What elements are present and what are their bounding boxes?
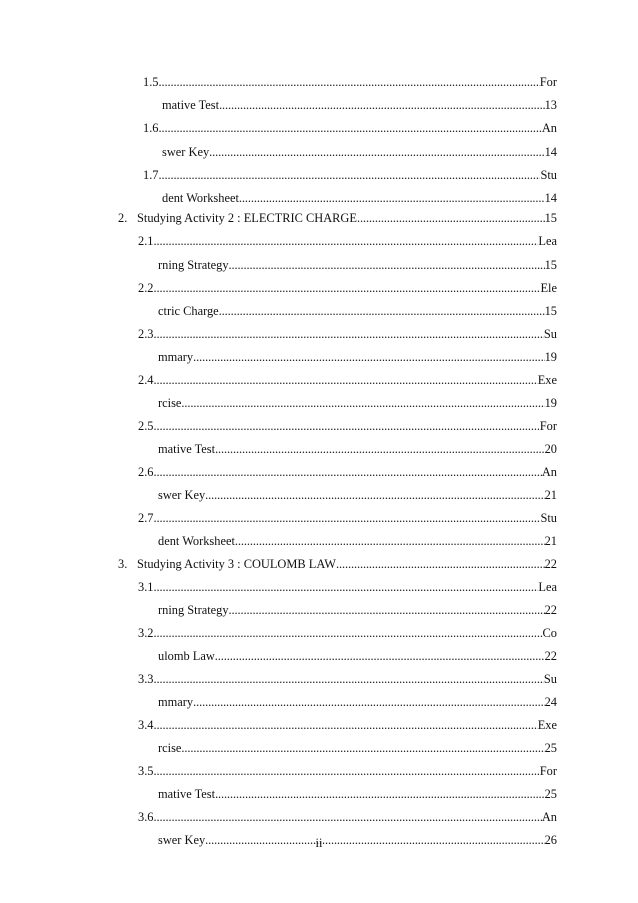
toc-entry-1-5-top[interactable] [143,73,557,91]
toc-title: rning Strategy [158,258,229,272]
toc-leader-dots [357,209,545,227]
toc-number: 2.2 [138,281,154,295]
toc-entry-1-7-bottom[interactable] [162,189,557,207]
toc-page-number: 22 [544,603,557,617]
toc-entry-2-7-top[interactable] [138,509,557,527]
toc-title: dent Worksheet [162,191,239,205]
toc-entry-2-7-bottom[interactable] [158,532,557,550]
toc-title-fragment: Ele [540,281,557,295]
toc-page-number: 24 [544,695,557,709]
toc-leader-dots [154,325,544,343]
toc-title: swer Key [162,145,210,159]
toc-page-number: 26 [544,833,557,847]
toc-page-number: 13 [544,98,557,112]
toc-leader-dots [229,256,545,274]
toc-leader-dots [215,647,545,665]
toc-leader-dots [154,716,538,734]
toc-title: rcise [158,741,182,755]
toc-leader-dots [193,693,545,711]
toc-entry-2-2-top[interactable] [138,279,557,297]
toc-entry-2-1-top[interactable] [138,232,557,250]
toc-entry-1-7-top[interactable] [143,166,557,184]
toc-leader-dots [154,578,539,596]
toc-title-fragment: An [541,121,557,135]
toc-leader-dots [154,762,540,780]
toc-number: 2.1 [138,234,154,248]
toc-page-number: 19 [544,396,557,410]
toc-leader-dots [336,555,545,573]
toc-leader-dots [154,371,538,389]
toc-chapter-2[interactable] [118,209,557,227]
toc-title-fragment: Co [542,626,557,640]
toc-entry-1-6-top[interactable] [143,119,557,137]
toc-entry-3-1-top[interactable] [138,578,557,596]
toc-entry-2-3-bottom[interactable] [158,348,557,366]
toc-chapter-title: Studying Activity 2 : ELECTRIC CHARGE [137,211,357,225]
toc-number: 3.2 [138,626,154,640]
toc-chapter-title: Studying Activity 3 : COULOMB LAW [137,557,336,571]
toc-title-fragment: For [539,419,557,433]
toc-page-number: 19 [544,350,557,364]
toc-title-fragment: For [539,764,557,778]
toc-title-fragment: Stu [540,168,557,182]
toc-entry-2-6-bottom[interactable] [158,486,557,504]
toc-leader-dots [205,486,544,504]
toc-entry-2-6-top[interactable] [138,463,557,481]
toc-chapter-3[interactable] [118,555,557,573]
toc-title-fragment: Exe [537,373,557,387]
toc-leader-dots [239,189,545,207]
toc-leader-dots [159,166,541,184]
toc-title-fragment: For [539,75,557,89]
toc-chapter-number: 3. [118,557,128,571]
toc-number: 3.1 [138,580,154,594]
toc-entry-1-6-bottom[interactable] [162,143,557,161]
toc-entry-2-2-bottom[interactable] [158,302,557,320]
toc-number: 2.5 [138,419,154,433]
toc-number: 3.5 [138,764,154,778]
toc-number: 2.6 [138,465,154,479]
toc-title: ctric Charge [158,304,219,318]
toc-page-number: 14 [544,145,557,159]
toc-title: ulomb Law [158,649,215,663]
toc-title: swer Key [158,833,206,847]
toc-page-number: 21 [544,488,557,502]
toc-leader-dots [154,463,542,481]
toc-leader-dots [154,808,542,826]
toc-page-number: 14 [544,191,557,205]
toc-page-number: 25 [544,741,557,755]
toc-entry-3-4-top[interactable] [138,716,557,734]
toc-leader-dots [219,96,545,114]
toc-page-number: 22 [544,557,557,571]
toc-page-number: 22 [544,649,557,663]
toc-leader-dots [235,532,545,550]
toc-page-number: 25 [544,787,557,801]
toc-entry-2-3-top[interactable] [138,325,557,343]
toc-chapter-number: 2. [118,211,128,225]
toc-entry-2-4-top[interactable] [138,371,557,389]
toc-title-fragment: An [541,810,557,824]
toc-leader-dots [154,624,543,642]
toc-leader-dots [193,348,545,366]
toc-entry-2-4-bottom[interactable] [158,394,557,412]
toc-leader-dots [229,601,545,619]
toc-leader-dots [219,302,545,320]
toc-page-number: 15 [544,211,557,225]
toc-number: 1.6 [143,121,159,135]
toc-title-fragment: Stu [540,511,557,525]
toc-leader-dots [159,73,540,91]
toc-title-fragment: Lea [538,234,557,248]
toc-entry-2-1-bottom[interactable] [158,256,557,274]
toc-entry-3-6-top[interactable] [138,808,557,826]
toc-page-number: 20 [544,442,557,456]
toc-title: rcise [158,396,182,410]
toc-leader-dots [181,739,544,757]
toc-leader-dots [209,143,544,161]
toc-entry-3-2-top[interactable] [138,624,557,642]
toc-title-fragment: Su [543,327,557,341]
toc-number: 3.4 [138,718,154,732]
toc-page-number: 21 [544,534,557,548]
toc-number: 3.6 [138,810,154,824]
toc-number: 1.7 [143,168,159,182]
toc-leader-dots [154,232,539,250]
toc-entry-3-3-top[interactable] [138,670,557,688]
toc-entry-3-5-top[interactable] [138,762,557,780]
toc-number: 1.5 [143,75,159,89]
toc-leader-dots [154,509,541,527]
toc-title-fragment: Lea [538,580,557,594]
toc-title: rning Strategy [158,603,229,617]
toc-title: mative Test [158,787,216,801]
toc-title: swer Key [158,488,206,502]
toc-title: mative Test [162,98,220,112]
toc-entry-3-1-bottom[interactable] [158,601,557,619]
toc-title-fragment: Su [543,672,557,686]
toc-title-fragment: An [541,465,557,479]
toc-number: 3.3 [138,672,154,686]
toc-page-number: 15 [544,258,557,272]
toc-entry-3-5-bottom[interactable] [158,785,557,803]
toc-leader-dots [154,279,541,297]
toc-title: mmary [158,695,194,709]
toc-leader-dots [215,440,545,458]
toc-page-number: 15 [544,304,557,318]
toc-leader-dots [159,119,542,137]
toc-entry-3-3-bottom[interactable] [158,693,557,711]
toc-entry-3-4-bottom[interactable] [158,739,557,757]
toc-title-fragment: Exe [537,718,557,732]
toc-leader-dots [154,670,544,688]
toc-number: 2.3 [138,327,154,341]
toc-title: mmary [158,350,194,364]
toc-title: dent Worksheet [158,534,235,548]
toc-title: mative Test [158,442,216,456]
toc-number: 2.4 [138,373,154,387]
toc-leader-dots [154,417,540,435]
toc-number: 2.7 [138,511,154,525]
toc-entry-3-2-bottom[interactable] [158,647,557,665]
toc-entry-1-5-bottom[interactable] [162,96,557,114]
toc-entry-2-5-bottom[interactable] [158,440,557,458]
toc-entry-2-5-top[interactable] [138,417,557,435]
toc-leader-dots [181,394,544,412]
toc-leader-dots [215,785,545,803]
page-footer-number: ii [315,836,323,850]
